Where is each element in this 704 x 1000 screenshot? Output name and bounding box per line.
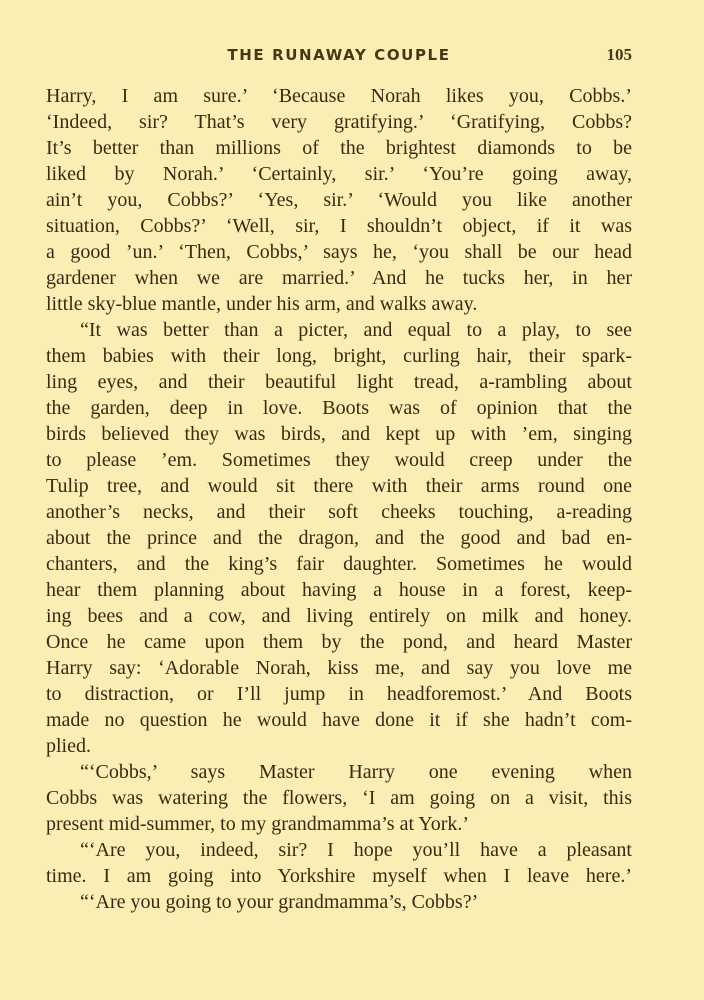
- text-line: birds believed they was birds, and kept up with ’em, singing: [46, 423, 632, 445]
- text-line: a good ’un.’ ‘Then, Cobbs,’ says he, ‘you shall be our head: [46, 241, 632, 263]
- text-line: plied.: [46, 735, 91, 757]
- text-line: “It was better than a picter, and equal to a play, to see: [80, 319, 632, 341]
- text-line: time. I am going into Yorkshire myself when I leave here.’: [46, 865, 632, 887]
- text-line: gardener when we are married.’ And he tucks her, in her: [46, 267, 632, 289]
- text-line: “‘Are you going to your grandmamma’s, Cobbs?’: [80, 891, 479, 913]
- text-line: to distraction, or I’ll jump in headforemost.’ And Boots: [46, 683, 632, 705]
- text-line: chanters, and the king’s fair daughter. Sometimes he would: [46, 553, 632, 575]
- text-line: about the prince and the dragon, and the good and bad en-: [46, 527, 632, 549]
- text-line: hear them planning about having a house in a forest, keep-: [46, 579, 632, 601]
- text-line: “‘Cobbs,’ says Master Harry one evening when: [80, 761, 632, 783]
- text-line: little sky-blue mantle, under his arm, and walks away.: [46, 293, 478, 315]
- text-line: ‘Indeed, sir? That’s very gratifying.’ ‘Gratifying, Cobbs?: [46, 111, 632, 133]
- page-number: 105: [606, 45, 632, 64]
- text-line: situation, Cobbs?’ ‘Well, sir, I shouldn’t object, if it was: [46, 215, 632, 237]
- text-line: the garden, deep in love. Boots was of opinion that the: [46, 397, 632, 419]
- text-line: to please ’em. Sometimes they would creep under the: [46, 449, 632, 471]
- text-line: present mid-summer, to my grandmamma’s at York.’: [46, 813, 470, 835]
- text-line: liked by Norah.’ ‘Certainly, sir.’ ‘You’re going away,: [46, 163, 632, 185]
- body-text: [46, 83, 632, 915]
- text-line: ing bees and a cow, and living entirely on milk and honey.: [46, 605, 632, 627]
- text-line: them babies with their long, bright, curling hair, their spark-: [46, 345, 632, 367]
- running-title: THE RUNAWAY COUPLE: [227, 46, 451, 64]
- text-line: another’s necks, and their soft cheeks touching, a-reading: [46, 501, 632, 523]
- text-line: Cobbs was watering the flowers, ‘I am going on a visit, this: [46, 787, 632, 809]
- text-line: ain’t you, Cobbs?’ ‘Yes, sir.’ ‘Would you like another: [46, 189, 632, 211]
- text-line: Harry say: ‘Adorable Norah, kiss me, and say you love me: [46, 657, 632, 679]
- text-line: Once he came upon them by the pond, and heard Master: [46, 631, 632, 653]
- text-line: “‘Are you, indeed, sir? I hope you’ll have a pleasant: [80, 839, 632, 861]
- text-line: made no question he would have done it if she hadn’t com-: [46, 709, 632, 731]
- text-line: Tulip tree, and would sit there with their arms round one: [46, 475, 632, 497]
- text-line: Harry, I am sure.’ ‘Because Norah likes you, Cobbs.’: [46, 85, 632, 107]
- text-line: ling eyes, and their beautiful light tread, a-rambling about: [46, 371, 632, 393]
- text-line: It’s better than millions of the brightest diamonds to be: [46, 137, 632, 159]
- running-head: [46, 44, 632, 68]
